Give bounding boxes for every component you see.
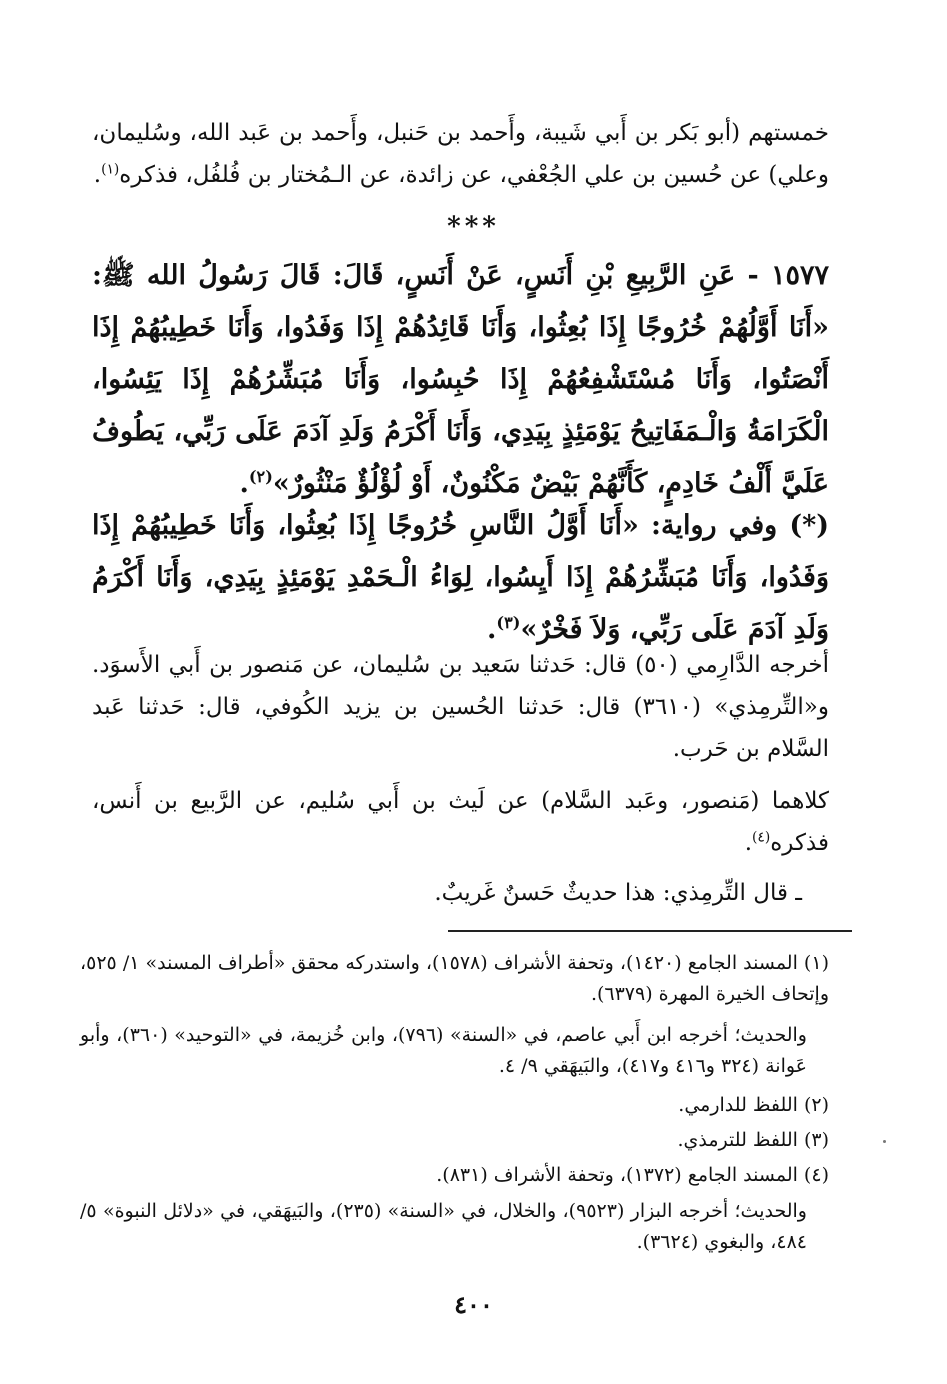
section-separator: ***	[447, 212, 500, 242]
footnote-ref-4: (٤)	[752, 829, 771, 846]
both-text: كلاهما (مَنصور، وعَبد السَّلام) عن لَيث بن أَبي سُليم، عن الرَّبيع بن أَنس، فذكره	[92, 788, 829, 856]
footnote-4: (٤) المسند الجامع (١٣٧٢)، وتحفة الأشراف (٨٣١).	[436, 1164, 829, 1186]
footnote-1-continued: والحديث؛ أخرجه ابن أَبي عاصم، في «السنة» (٧٩٦)، وابن خُزيمة، في «التوحيد» (٣٦٠)، وأبو عَوانة (٣٢٤ و٤١٦ و٤١٧)، والبَيهَقي ٩/ ٤.	[80, 1024, 807, 1077]
footnote-divider	[448, 930, 852, 932]
tirmidhi-note-text: ـ قال التِّرمِذي: هذا حديثٌ حَسنٌ غَريبٌ.	[434, 880, 802, 906]
both-paragraph	[92, 780, 829, 864]
scan-speck	[883, 1140, 886, 1143]
page-number: ٤٠٠	[454, 1290, 493, 1319]
hadith-paragraph	[92, 250, 829, 510]
both-end: .	[744, 830, 753, 856]
variant-end: .	[486, 614, 497, 645]
takhrij-text: أخرجه الدَّارِمي (٥٠) قال: حَدثنا سَعيد بن سُليمان، عن مَنصور بن أَبي الأَسوَد. و«التِّرمِذي» (٣٦١٠) قال: حَدثنا الحُسين بن يزيد الكُوفي، قال: حَدثنا عَبد السَّلام بن حَرب.	[92, 652, 830, 762]
hadith-text: «أَنَا أَوَّلُهُمْ خُرُوجًا إِذَا بُعِثُوا، وَأَنَا قَائِدُهُمْ إِذَا وَفَدُوا، وَأَنَا خَطِيبُهُمْ إِذَا أَنْصَتُوا، وَأَنَا مُسْتَشْفِعُهُمْ إِذَا حُبِسُوا، وَأَنَا مُبَشِّرُهُمْ إِذَا يَئِسُوا، الْكَرَامَةُ وَالْـمَفَاتِيحُ يَوْمَئِذٍ بِيَدِي، وَأَنَا أَكْرَمُ وَلَدِ آدَمَ عَلَى رَبِّي، يَطُوفُ عَلَيَّ أَلْفُ خَادِمٍ، كَأَنَّهُمْ بَيْضٌ مَكْنُونٌ، أَوْ لُؤْلُؤٌ مَنْثُورٌ»	[92, 312, 829, 499]
variant-paragraph	[92, 500, 829, 656]
intro-text: خمستهم (أبو بَكر بن أَبي شَيبة، وأَحمد بن حَنبل، وأَحمد بن عَبد الله، وسُليمان، وعلي) عن حُسين بن علي الجُعْفي، عن زائدة، عن الـمُختار بن فُلفُل، فذكره	[92, 120, 829, 188]
footnote-1: (١) المسند الجامع (١٤٢٠)، وتحفة الأشراف (١٥٧٨)، واستدركه محقق «أطراف المسند» ١/ ٥٢٥، وإتحاف الخيرة المهرة (٦٣٧٩).	[80, 952, 829, 1005]
footnote-ref-1: (١)	[101, 161, 120, 178]
footnote-4-continued: والحديث؛ أخرجه البزار (٩٥٢٣)، والخلال، في «السنة» (٢٣٥)، والبَيهَقي، في «دلائل النبوة» ٥/ ٤٨٤، والبغوي (٣٦٢٤).	[80, 1200, 807, 1253]
variant-text: (*) وفي رواية: «أَنَا أَوَّلُ النَّاسِ خُرُوجًا إِذَا بُعِثُوا، وَأَنَا خَطِيبُهُمْ إِذَا وَفَدُوا، وَأَنَا مُبَشِّرُهُمْ إِذَا أَيِسُوا، لِوَاءُ الْـحَمْدِ يَوْمَئِذٍ بِيَدِي، وَأَنَا أَكْرَمُ وَلَدِ آدَمَ عَلَى رَبِّي، وَلاَ فَخْرٌ»	[92, 510, 829, 645]
takhrij-paragraph	[92, 644, 829, 770]
footnote-3: (٣) اللفظ للترمذي.	[677, 1129, 829, 1151]
intro-paragraph	[92, 112, 829, 196]
footnote-2: (٢) اللفظ للدارمي.	[678, 1094, 829, 1116]
tirmidhi-note	[92, 872, 802, 914]
hadith-header: ١٥٧٧ - عَنِ الرَّبِيعِ بْنِ أَنَسٍ، عَنْ أَنَسٍ، قَالَ: قَالَ رَسُولُ الله ﷺ:	[92, 260, 829, 291]
intro-end: .	[93, 162, 102, 188]
footnote-ref-3: (٣)	[496, 613, 521, 632]
footnote-ref-2: (٢)	[248, 467, 273, 486]
hadith-end: .	[239, 468, 249, 499]
